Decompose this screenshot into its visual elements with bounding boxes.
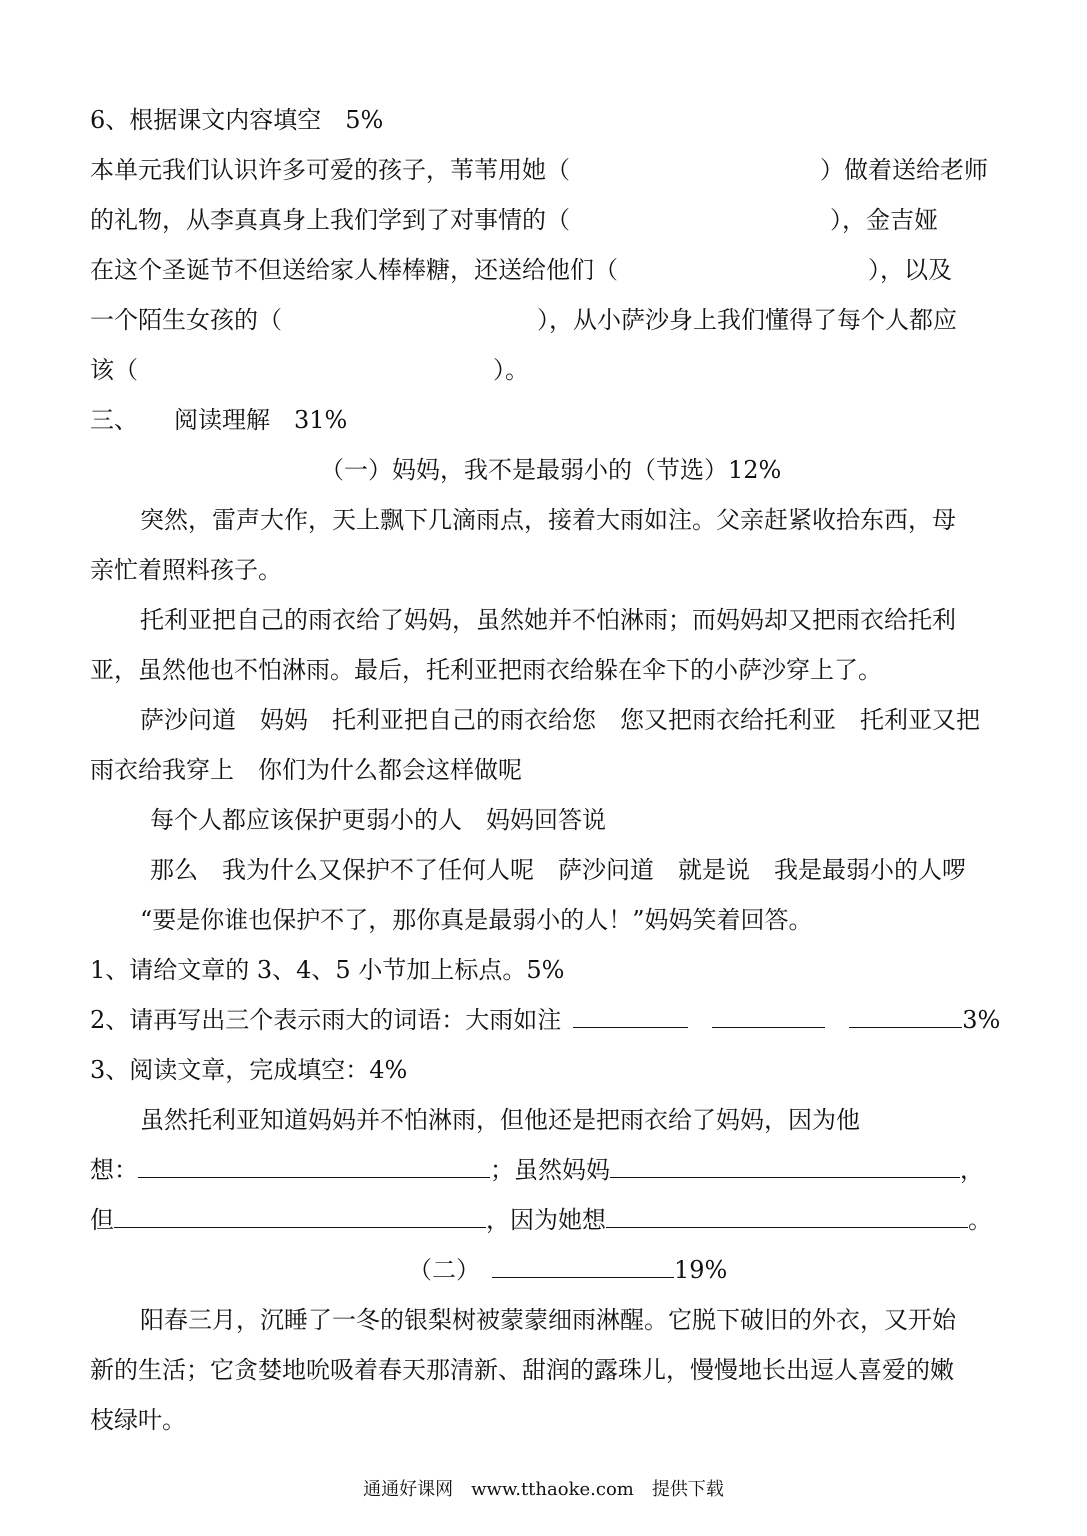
part3-heading: 三、 阅读理解 31% bbox=[90, 406, 348, 434]
paragraph-line: 突然，雷声大作，天上飘下几滴雨点，接着大雨如注。父亲赶紧收拾东西，母 bbox=[140, 506, 956, 534]
text: ；虽然妈妈 bbox=[490, 1156, 610, 1184]
question-2 bbox=[90, 1005, 1000, 1035]
text: ）。 bbox=[493, 356, 529, 384]
text: ）做着送给老师 bbox=[820, 156, 988, 184]
answer-blank[interactable] bbox=[849, 1005, 962, 1028]
text: 想： bbox=[90, 1156, 138, 1184]
paragraph-line: 那么 我为什么又保护不了任何人呢 萨沙问道 就是说 我是最弱小的人啰 bbox=[150, 856, 966, 884]
paragraph-line: 雨衣给我穿上 你们为什么都会这样做呢 bbox=[90, 756, 522, 784]
paragraph-line: “要是你谁也保护不了，那你真是最弱小的人！”妈妈笑着回答。 bbox=[140, 906, 813, 934]
page-footer: 通通好课网 www.tthaoke.com 提供下载 bbox=[363, 1479, 724, 1500]
paragraph-line: 枝绿叶。 bbox=[90, 1406, 186, 1434]
section6-line5 bbox=[90, 355, 529, 385]
section6-line4 bbox=[90, 305, 957, 335]
question-3-line1: 虽然托利亚知道妈妈并不怕淋雨，但他还是把雨衣给了妈妈，因为他 bbox=[140, 1106, 860, 1134]
text: ），金吉娅 bbox=[830, 206, 938, 234]
text: 19% bbox=[674, 1256, 728, 1284]
answer-blank[interactable] bbox=[573, 1005, 688, 1028]
answer-blank[interactable] bbox=[114, 1205, 486, 1228]
title-blank[interactable] bbox=[492, 1255, 674, 1278]
answer-blank[interactable] bbox=[610, 1155, 960, 1178]
text: 但 bbox=[90, 1206, 114, 1234]
text: 2、请再写出三个表示雨大的词语：大雨如注 bbox=[90, 1006, 562, 1034]
section6-line3 bbox=[90, 255, 952, 285]
question-3-line2 bbox=[90, 1155, 984, 1185]
section6-line2 bbox=[90, 205, 938, 235]
score: 3% bbox=[962, 1006, 1001, 1034]
question-3-line3 bbox=[90, 1205, 992, 1235]
text: ，因为她想 bbox=[486, 1206, 606, 1234]
text: 的礼物，从李真真身上我们学到了对事情的（ bbox=[90, 206, 570, 234]
paragraph-line: 托利亚把自己的雨衣给了妈妈，虽然她并不怕淋雨；而妈妈却又把雨衣给托利 bbox=[140, 606, 956, 634]
answer-blank[interactable] bbox=[606, 1205, 968, 1228]
passage1-title: （一）妈妈，我不是最弱小的（节选）12% bbox=[320, 456, 782, 484]
passage2-title bbox=[408, 1255, 727, 1285]
section6-title: 6、根据课文内容填空 5% bbox=[90, 106, 384, 134]
text: 在这个圣诞节不但送给家人棒棒糖，还送给他们（ bbox=[90, 256, 618, 284]
answer-blank[interactable] bbox=[138, 1155, 490, 1178]
paragraph-line: 亚，虽然他也不怕淋雨。最后，托利亚把雨衣给躲在伞下的小萨沙穿上了。 bbox=[90, 656, 882, 684]
paragraph-line: 阳春三月，沉睡了一冬的银梨树被蒙蒙细雨淋醒。它脱下破旧的外衣，又开始 bbox=[140, 1306, 956, 1334]
paragraph-line: 亲忙着照料孩子。 bbox=[90, 556, 282, 584]
paragraph-line: 每个人都应该保护更弱小的人 妈妈回答说 bbox=[150, 806, 606, 834]
text: 本单元我们认识许多可爱的孩子，苇苇用她（ bbox=[90, 156, 570, 184]
text: 一个陌生女孩的（ bbox=[90, 306, 282, 334]
text: ），从小萨沙身上我们懂得了每个人都应 bbox=[537, 306, 957, 334]
answer-blank[interactable] bbox=[712, 1005, 825, 1028]
text: 。 bbox=[968, 1206, 992, 1234]
paragraph-line: 萨沙问道 妈妈 托利亚把自己的雨衣给您 您又把雨衣给托利亚 托利亚又把 bbox=[140, 706, 980, 734]
text: （二） bbox=[408, 1256, 480, 1284]
text: ， bbox=[960, 1156, 984, 1184]
text: ），以及 bbox=[868, 256, 952, 284]
question-3: 3、阅读文章，完成填空：4% bbox=[90, 1056, 408, 1084]
question-1: 1、请给文章的 3、4、5 小节加上标点。5% bbox=[90, 956, 565, 984]
paragraph-line: 新的生活；它贪婪地吮吸着春天那清新、甜润的露珠儿，慢慢地长出逗人喜爱的嫩 bbox=[90, 1356, 954, 1384]
text: 该（ bbox=[90, 356, 138, 384]
section6-line1 bbox=[90, 155, 988, 185]
